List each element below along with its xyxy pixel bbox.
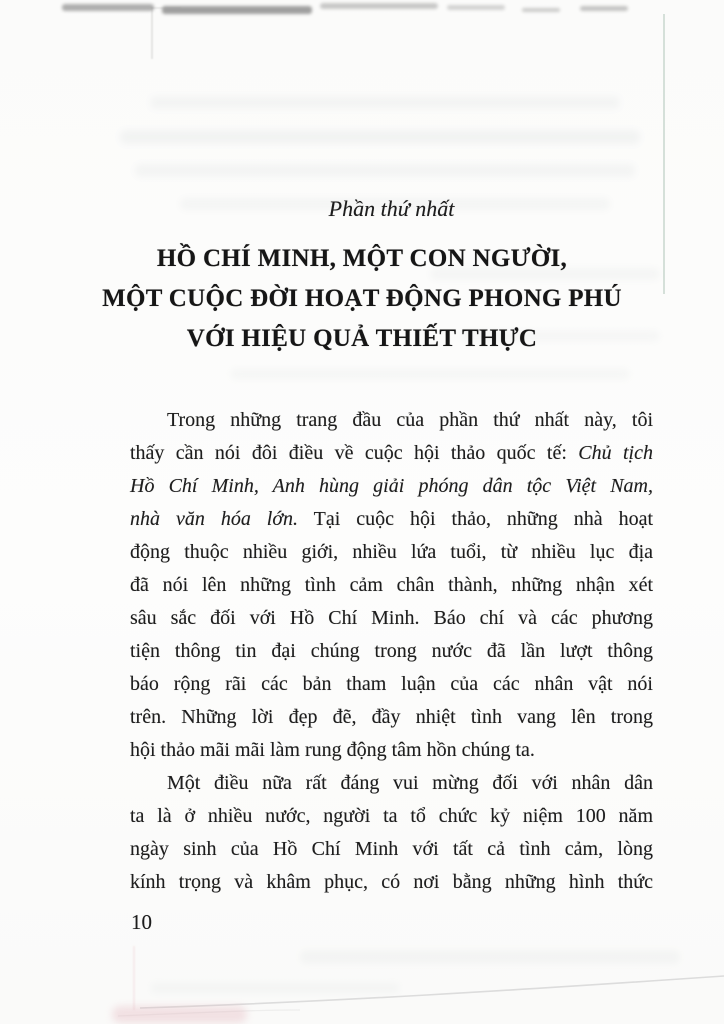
- text-line: [130, 833, 653, 866]
- page-corner-mark: [151, 7, 181, 9]
- page-corner-mark: [151, 7, 153, 59]
- text-line: [130, 800, 653, 833]
- italic-text-run: nhà văn hóa lớn.: [130, 508, 299, 530]
- text-run: Trong những trang đầu của phần thứ nhất này, tôi: [167, 409, 653, 431]
- text-run: trên. Những lời đẹp đẽ, đầy nhiệt tình vang lên trong: [130, 706, 653, 728]
- chapter-title: [55, 239, 669, 359]
- text-run: động thuộc nhiều giới, nhiều lứa tuổi, từ nhiều lục địa: [130, 541, 653, 563]
- chapter-title-line-1: HỒ CHÍ MINH, MỘT CON NGƯỜI,: [156, 245, 568, 272]
- text-line: [130, 668, 653, 701]
- text-line: [130, 404, 653, 437]
- top-edge-smudge: [580, 6, 628, 11]
- page-number: 10: [131, 910, 152, 934]
- italic-text-run: Hồ Chí Minh, Anh hùng giải phóng dân tộc Việt Nam,: [130, 475, 653, 497]
- text-run: ta là ở nhiều nước, người ta tổ chức kỷ niệm 100 năm: [130, 805, 653, 827]
- top-edge-smudge: [447, 5, 505, 10]
- bleedthrough-ghost-text: [135, 164, 635, 177]
- bleedthrough-ghost-text: [150, 96, 620, 109]
- top-edge-smudge: [62, 4, 154, 11]
- paragraph: [130, 404, 653, 767]
- text-line: [130, 602, 653, 635]
- pink-edge-line: [133, 946, 135, 1010]
- text-run: thấy cần nói đôi điều về cuộc hội thảo quốc tế:: [130, 442, 579, 464]
- body-text: [130, 404, 653, 899]
- italic-text-run: Chủ tịch: [578, 442, 653, 464]
- chapter-title-line-2: MỘT CUỘC ĐỜI HOẠT ĐỘNG PHONG PHÚ: [102, 285, 622, 312]
- bleedthrough-ghost-text: [230, 368, 630, 380]
- text-run: ngày sinh của Hồ Chí Minh với tất cả tình cảm, lòng: [130, 838, 653, 860]
- text-line: [130, 569, 653, 602]
- paragraph: [130, 767, 653, 899]
- top-edge-smudge: [522, 8, 560, 12]
- top-edge-smudge: [162, 6, 312, 14]
- pink-corner-smudge: [112, 1006, 247, 1023]
- text-line: [130, 866, 653, 899]
- part-heading: Phần thứ nhất: [328, 196, 455, 221]
- text-run: hội thảo mãi mãi làm rung động tâm hồn chúng ta.: [130, 739, 535, 761]
- top-edge-smudge: [320, 3, 438, 9]
- bleedthrough-ghost-text: [150, 982, 400, 994]
- chapter-title-line-3: VỚI HIỆU QUẢ THIẾT THỰC: [186, 325, 538, 352]
- page-curl-line: [0, 950, 724, 1024]
- text-run: kính trọng và khâm phục, có nơi bằng những hình thức: [130, 871, 653, 893]
- text-line: [130, 635, 653, 668]
- text-run: báo rộng rãi các bản tham luận của các nhân vật nói: [130, 673, 653, 695]
- text-line: [130, 437, 653, 470]
- text-line: [130, 701, 653, 734]
- bleedthrough-ghost-text: [300, 950, 680, 964]
- text-line: [130, 767, 653, 800]
- text-line: [130, 503, 653, 536]
- text-line: [130, 734, 653, 767]
- text-run: sâu sắc đối với Hồ Chí Minh. Báo chí và các phương: [130, 607, 653, 629]
- text-run: đã nói lên những tình cảm chân thành, những nhận xét: [130, 574, 653, 596]
- text-line: [130, 470, 653, 503]
- text-line: [130, 536, 653, 569]
- text-run: Tại cuộc hội thảo, những nhà hoạt: [298, 508, 654, 530]
- text-run: tiện thông tin đại chúng trong nước đã lần lượt thông: [130, 640, 653, 662]
- text-run: Một điều nữa rất đáng vui mừng đối với nhân dân: [167, 772, 653, 794]
- bleedthrough-ghost-text: [120, 130, 640, 144]
